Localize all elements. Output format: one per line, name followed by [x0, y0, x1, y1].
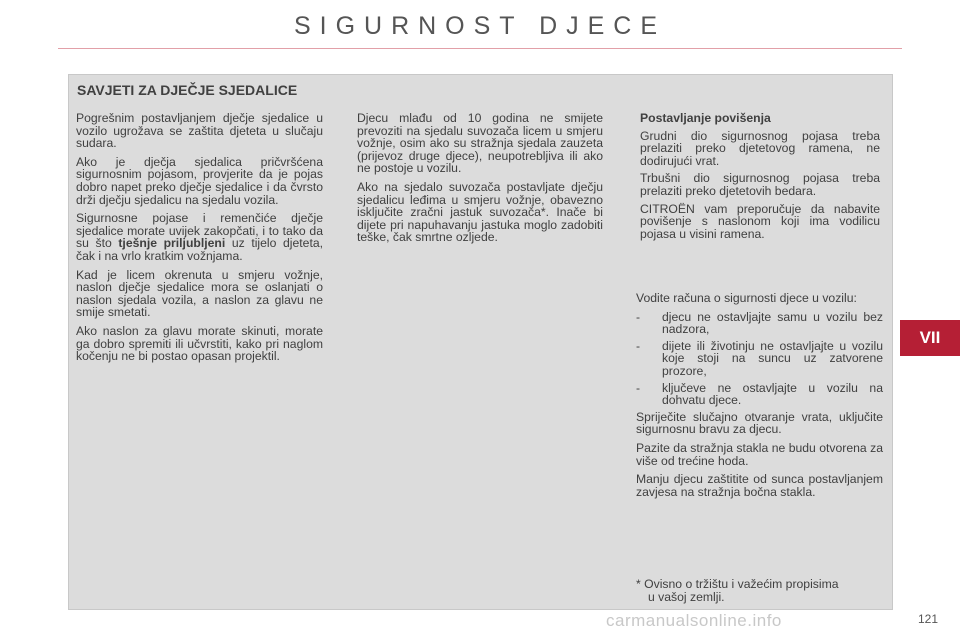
- subheading: Postavljanje povišenja: [640, 111, 771, 125]
- dash-bullet: -: [636, 380, 641, 395]
- paragraph: Vodite računa o sigurnosti djece u vozilu:: [636, 291, 857, 305]
- footnote-line: u vašoj zemlji.: [648, 590, 725, 604]
- text-span: Sigurnosne pojase i remenčiće dječje sjedalice morate uvijek zakopčati, i to tako da su što: [76, 211, 323, 251]
- list-item-text: ključeve ne ostavljajte u vozilu na dohvatu djece.: [662, 380, 883, 408]
- chapter-tab: VII: [900, 320, 960, 356]
- column-4: [636, 292, 883, 504]
- watermark: carmanualsonline.info: [606, 611, 782, 630]
- bold-text: tješnje priljubljeni: [118, 236, 226, 251]
- paragraph: Djecu mlađu od 10 godina ne smijete prevoziti na sjedalu suvozača licem u smjeru vožnje, osim ako su stražnja sjedala zauzeta (prijevoz druge djece), neupotrebljiva ili ako ne postoje u vozilu.: [357, 111, 603, 176]
- footnote-line: * Ovisno o tržištu i važećim propisima: [636, 577, 839, 591]
- paragraph: Spriječite slučajno otvaranje vrata, uključite sigurnosnu bravu za djecu.: [636, 409, 883, 437]
- column-1: [76, 112, 323, 369]
- page-title: SIGURNOST DJECE: [293, 12, 667, 40]
- dash-bullet: -: [636, 338, 641, 353]
- section-title: SAVJETI ZA DJEČJE SJEDALICE: [77, 82, 298, 98]
- list-item: [636, 311, 883, 336]
- paragraph: Kad je licem okrenuta u smjeru vožnje, naslon dječje sjedalice mora se oslanjati o naslon sjedala vozila, a naslon za glavu ne smije smetati.: [76, 267, 323, 320]
- paragraph: Ako naslon za glavu morate skinuti, morate ga dobro spremiti ili učvrstiti, kako pri naglom kočenju ne bi postao opasan projektil.: [76, 323, 323, 364]
- page-number: 121: [918, 612, 939, 626]
- paragraph: Ako na sjedalo suvozača postavljate dječju sjedalicu leđima u smjeru vožnje, obavezno isključite zračni jastuk suvozača*. Inače bi dijete pri napuhavanju jastuka moglo zadobiti teške, čak smrtne ozljede.: [357, 179, 603, 245]
- paragraph: CITROËN vam preporučuje da nabavite povišenje s naslonom koji ima vodilicu pojasa u visini ramena.: [640, 201, 880, 241]
- column-2: [357, 112, 603, 250]
- paragraph: Pazite da stražnja stakla ne budu otvorena za više od trećine hoda.: [636, 440, 883, 468]
- text-span: uz tijelo djeteta, čak i na vrlo kratkim vožnjama.: [76, 236, 323, 263]
- paragraph: Ako je dječja sjedalica pričvršćena sigurnosnim pojasom, provjerite da je pojas dobro napet preko dječje sjedalice i da čvrsto drži dječju sjedalicu na sjedalu vozila.: [76, 154, 323, 207]
- title-divider: [58, 48, 902, 49]
- dash-bullet: -: [636, 309, 641, 324]
- paragraph: Trbušni dio sigurnosnog pojasa treba prelaziti preko djetetovih bedara.: [640, 171, 880, 198]
- footnote: [636, 578, 886, 604]
- list-item-text: dijete ili životinju ne ostavljajte u vozilu koje stoji na suncu uz zatvorene prozore,: [662, 338, 883, 378]
- paragraph: Pogrešnim postavljanjem dječje sjedalice u vozilo ugrožava se zaštita djeteta u slučaju sudara.: [76, 111, 323, 151]
- paragraph: Manju djecu zaštitite od sunca postavljanjem zavjesa na stražnja bočna stakla.: [636, 472, 883, 499]
- list-item: [636, 382, 883, 407]
- list-item-text: djecu ne ostavljajte samu u vozilu bez nadzora,: [662, 309, 883, 337]
- paragraph: Grudni dio sigurnosnog pojasa treba prelaziti preko djetetovog ramena, ne dodirujući vrat.: [640, 128, 880, 168]
- list-item: [636, 340, 883, 378]
- paragraph: [76, 212, 323, 262]
- column-3: [640, 112, 880, 245]
